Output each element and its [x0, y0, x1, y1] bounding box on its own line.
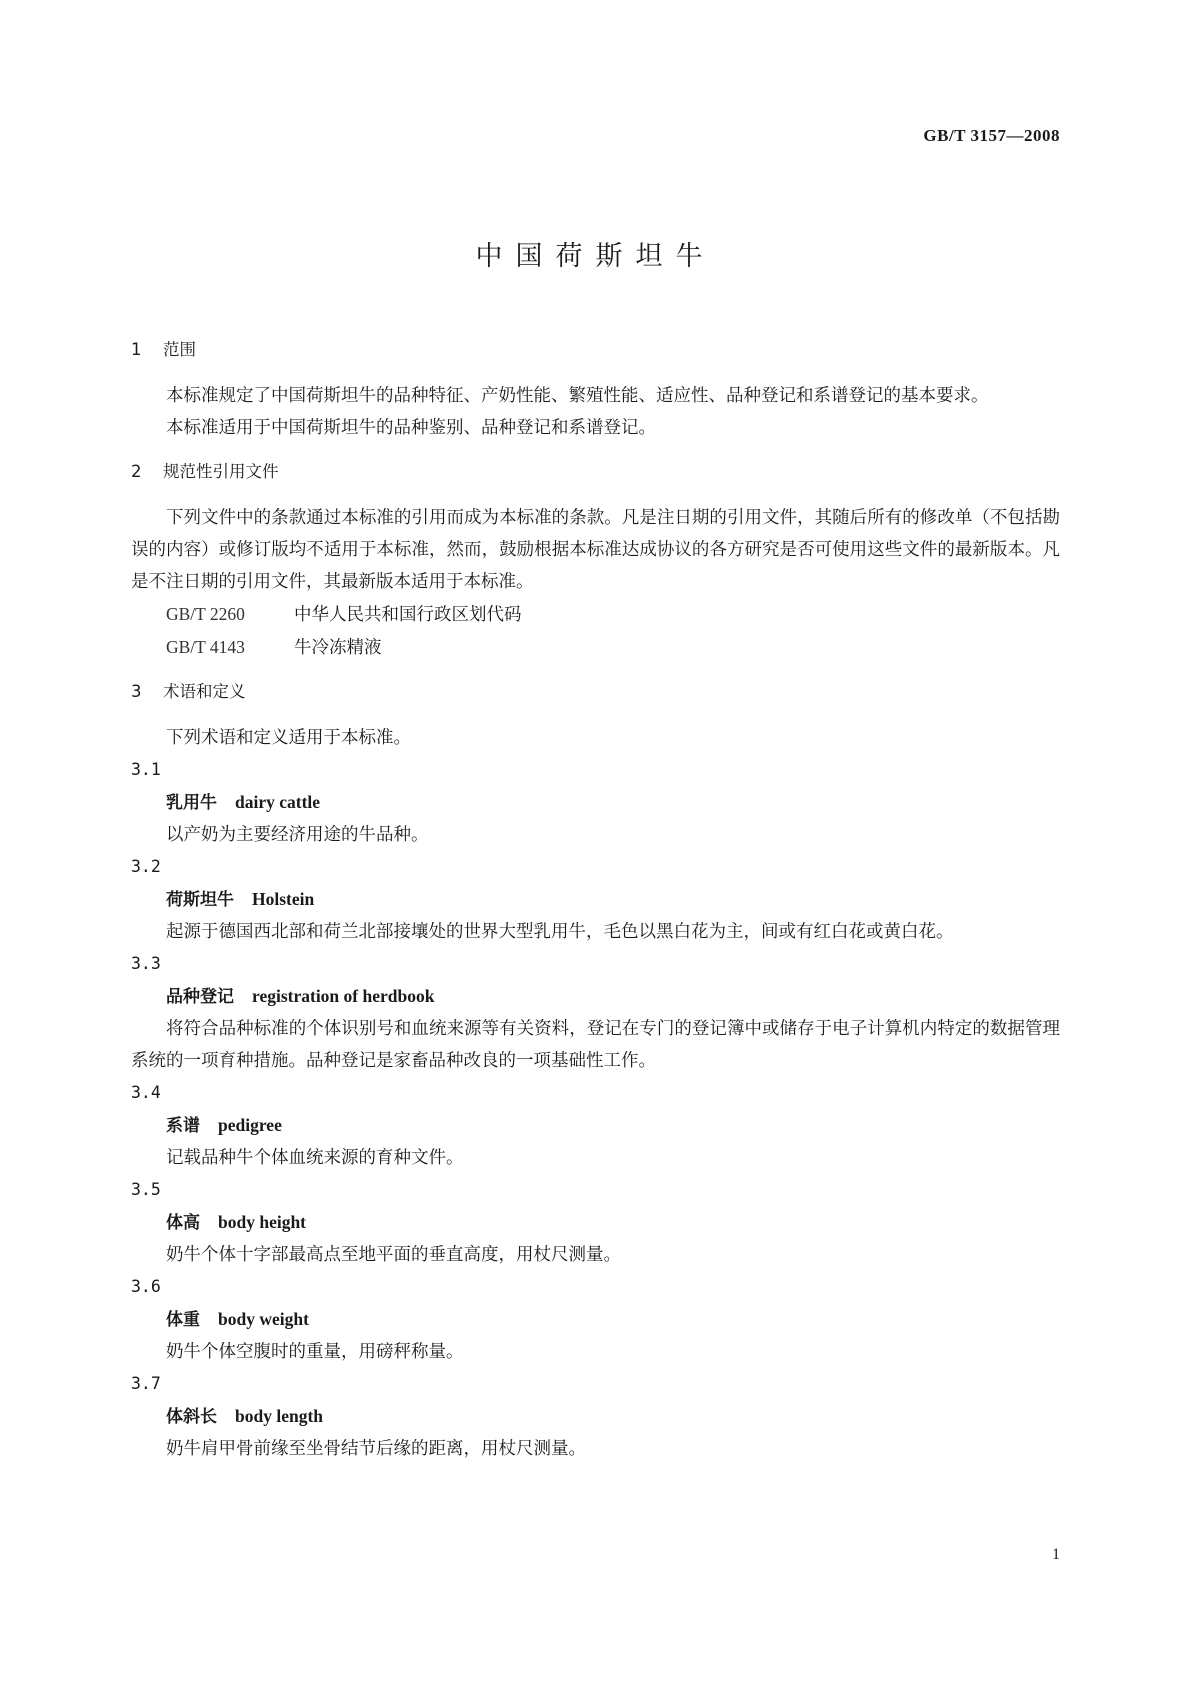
section-2-heading — [131, 456, 1060, 488]
reference-code: GB/T 4143 — [166, 637, 245, 657]
term-number: 3.4 — [131, 1083, 161, 1102]
term-english: body weight — [218, 1309, 309, 1329]
term-number: 3.3 — [131, 954, 161, 973]
term-english: registration of herdbook — [252, 986, 435, 1006]
paragraph: 本标准适用于中国荷斯坦牛的品种鉴别、品种登记和系谱登记。 — [166, 418, 656, 438]
term-definition: 记载品种牛个体血统来源的育种文件。 — [166, 1148, 464, 1168]
term-number: 3.6 — [131, 1277, 161, 1296]
standard-code: GB/T 3157—2008 — [923, 126, 1060, 145]
term-chinese: 荷斯坦牛 — [166, 890, 234, 910]
section-number: 2 — [131, 462, 142, 481]
page-number: 1 — [1052, 1546, 1060, 1563]
reference-title: 中华人民共和国行政区划代码 — [294, 605, 522, 625]
reference-item — [131, 631, 1060, 664]
term-entry — [131, 980, 1060, 1013]
term-chinese: 体斜长 — [166, 1407, 217, 1427]
paragraph: 下列文件中的条款通过本标准的引用而成为本标准的条款。凡是注日期的引用文件，其随后所有的修改单（不包括勘误的内容）或修订版均不适用于本标准，然而，鼓励根据本标准达成协议的各方研究是否可使用这些文件的最新版本。凡是不注日期的引用文件，其最新版本适用于本标准。 — [131, 508, 1060, 592]
section-title: 范围 — [163, 340, 196, 359]
term-definition: 奶牛个体空腹时的重量，用磅秤称量。 — [166, 1342, 464, 1362]
term-definition: 奶牛肩甲骨前缘至坐骨结节后缘的距离，用杖尺测量。 — [166, 1439, 586, 1459]
term-definition: 将符合品种标准的个体识别号和血统来源等有关资料，登记在专门的登记簿中或储存于电子计算机内特定的数据管理系统的一项育种措施。品种登记是家畜品种改良的一项基础性工作。 — [131, 1019, 1060, 1071]
term-definition: 以产奶为主要经济用途的牛品种。 — [166, 825, 429, 845]
document-body — [131, 334, 1060, 1465]
section-number: 1 — [131, 340, 142, 359]
section-number: 3 — [131, 682, 142, 701]
reference-item — [131, 598, 1060, 631]
term-english: body height — [218, 1212, 307, 1232]
term-number: 3.5 — [131, 1180, 161, 1199]
term-chinese: 品种登记 — [166, 987, 234, 1007]
reference-code: GB/T 2260 — [166, 604, 245, 624]
section-1-heading — [131, 334, 1060, 366]
section-3-heading — [131, 676, 1060, 708]
term-entry — [131, 1303, 1060, 1336]
term-english: Holstein — [252, 889, 315, 909]
term-definition: 奶牛个体十字部最高点至地平面的垂直高度，用杖尺测量。 — [166, 1245, 621, 1265]
term-entry — [131, 1400, 1060, 1433]
term-number: 3.1 — [131, 760, 161, 779]
term-english: dairy cattle — [235, 792, 321, 812]
term-entry — [131, 786, 1060, 819]
term-number: 3.7 — [131, 1374, 161, 1393]
paragraph: 下列术语和定义适用于本标准。 — [166, 728, 411, 748]
term-definition: 起源于德国西北部和荷兰北部接壤处的世界大型乳用牛，毛色以黑白花为主，间或有红白花或黄白花。 — [166, 922, 954, 942]
paragraph: 本标准规定了中国荷斯坦牛的品种特征、产奶性能、繁殖性能、适应性、品种登记和系谱登记的基本要求。 — [166, 386, 989, 406]
term-english: pedigree — [218, 1115, 282, 1135]
term-chinese: 体高 — [166, 1213, 200, 1233]
term-chinese: 体重 — [166, 1310, 200, 1330]
document-title: 中国荷斯坦牛 — [475, 241, 716, 272]
term-entry — [131, 1206, 1060, 1239]
term-entry — [131, 1109, 1060, 1142]
term-entry — [131, 883, 1060, 916]
section-title: 术语和定义 — [163, 682, 246, 701]
reference-title: 牛冷冻精液 — [294, 638, 382, 658]
term-number: 3.2 — [131, 857, 161, 876]
term-english: body length — [235, 1406, 324, 1426]
term-chinese: 乳用牛 — [166, 793, 217, 813]
term-chinese: 系谱 — [166, 1116, 200, 1136]
section-title: 规范性引用文件 — [163, 462, 279, 481]
